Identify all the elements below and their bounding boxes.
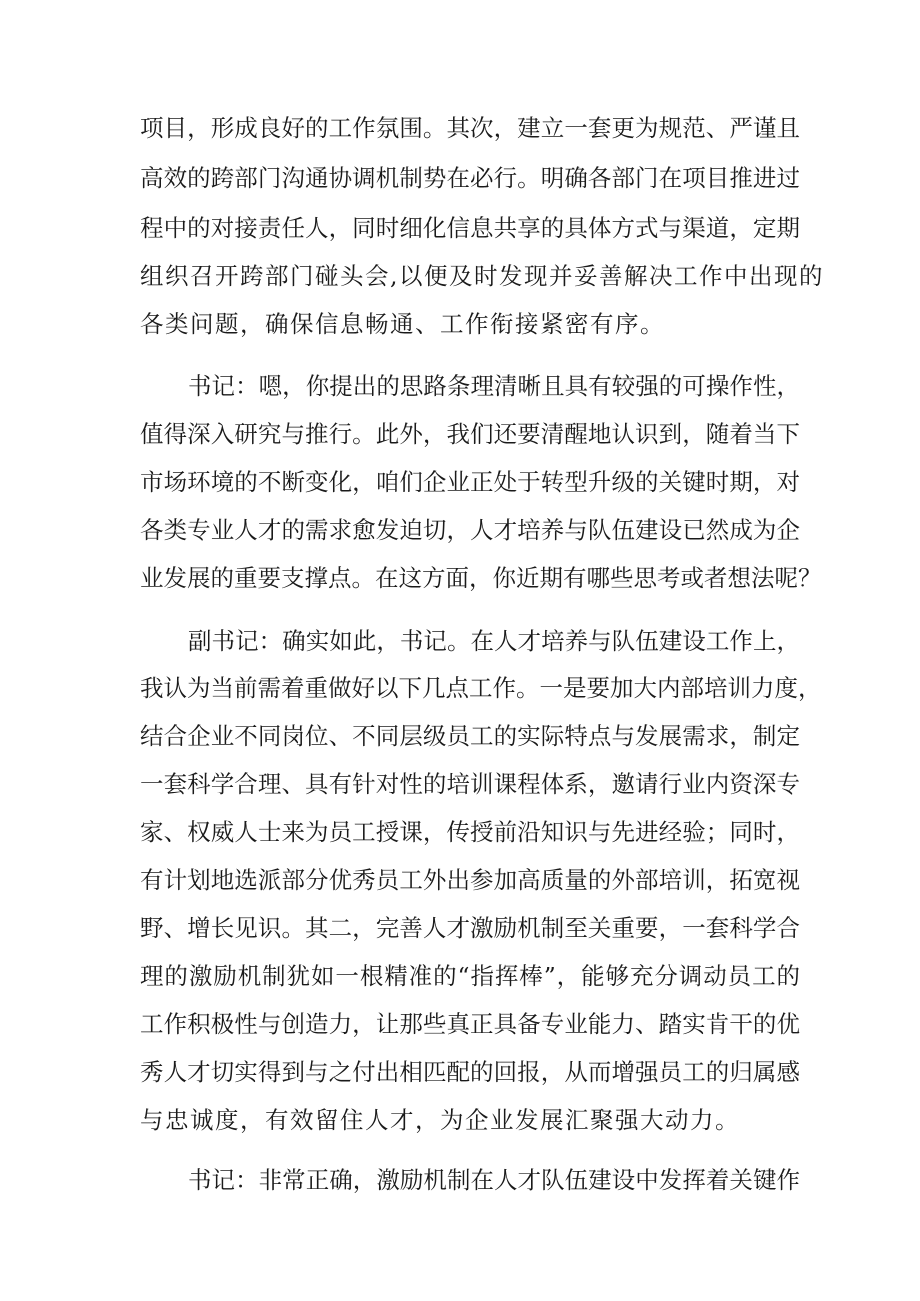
text-line: 各类问题，确保信息畅通、工作衔接紧密有序。 — [140, 310, 665, 338]
text-line: 与忠诚度，有效留住人才，为企业发展汇聚强大动力。 — [140, 1106, 740, 1134]
text-line: 秀人才切实得到与之付出相匹配的回报，从而增强员工的归属感 — [140, 1058, 800, 1086]
text-line: 值得深入研究与推行。此外，我们还要清醒地认识到，随着当下 — [140, 420, 800, 448]
text-line: 项目，形成良好的工作氛围。其次，建立一套更为规范、严谨且 — [140, 114, 800, 142]
text-line: 工作积极性与创造力，让那些真正具备专业能力、踏实肯干的优 — [140, 1010, 800, 1038]
text-line: 书记：嗯，你提出的思路条理清晰且具有较强的可操作性， — [188, 372, 800, 400]
text-line: 程中的对接责任人，同时细化信息共享的具体方式与渠道，定期 — [140, 214, 800, 242]
text-line: 书记：非常正确，激励机制在人才队伍建设中发挥着关键作 — [188, 1166, 800, 1194]
text-line: 一套科学合理、具有针对性的培训课程体系，邀请行业内资深专 — [140, 770, 800, 798]
text-line: 家、权威人士来为员工授课，传授前沿知识与先进经验；同时， — [140, 818, 800, 846]
text-line: 理的激励机制犹如一根精准的“指挥棒”，能够充分调动员工的 — [140, 962, 800, 990]
text-line: 结合企业不同岗位、不同层级员工的实际特点与发展需求，制定 — [140, 722, 800, 750]
text-line: 业发展的重要支撑点。在这方面，你近期有哪些思考或者想法呢？ — [140, 564, 822, 592]
text-line: 市场环境的不断变化，咱们企业正处于转型升级的关键时期，对 — [140, 468, 800, 496]
text-line: 副书记：确实如此，书记。在人才培养与队伍建设工作上， — [188, 627, 800, 655]
text-line: 野、增长见识。其二，完善人才激励机制至关重要，一套科学合 — [140, 914, 800, 942]
text-line: 组织召开跨部门碰头会,以便及时发现并妥善解决工作中出现的 — [140, 262, 824, 290]
text-line: 我认为当前需着重做好以下几点工作。一是要加大内部培训力度， — [140, 674, 822, 702]
text-line: 高效的跨部门沟通协调机制势在必行。明确各部门在项目推进过 — [140, 164, 800, 192]
text-line: 有计划地选派部分优秀员工外出参加高质量的外部培训，拓宽视 — [140, 866, 800, 894]
text-line: 各类专业人才的需求愈发迫切，人才培养与队伍建设已然成为企 — [140, 516, 800, 544]
